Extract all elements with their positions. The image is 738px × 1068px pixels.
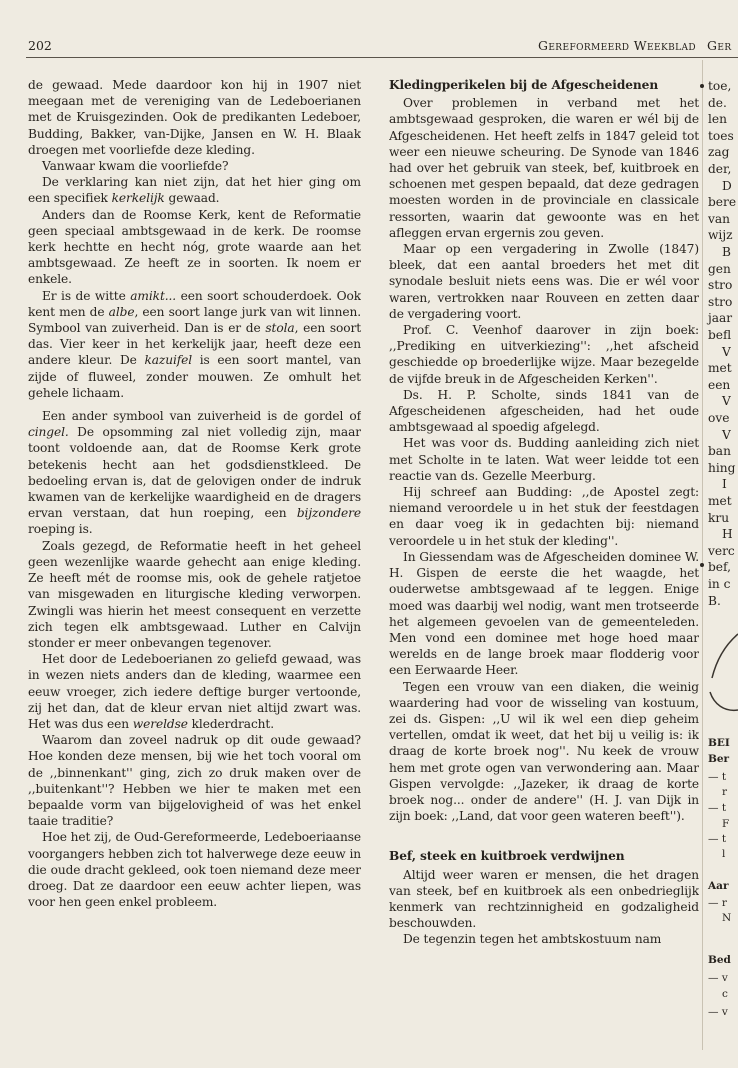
paragraph xyxy=(28,174,361,206)
paragraph xyxy=(28,538,361,651)
italic-text-run: wereldse xyxy=(132,716,188,731)
text-run: In Giessendam was de Afgescheiden dominee W. H. Gispen de eerste die het waagde, het ouderwetse ambtsgewaad af te leggen. Enige moed was daarbij wel nodig, want men trotseerde het algemeen gevoelen van de gemeenteleden. Men vond een dominee met hoge hoed maar werelds en de lange broek maar flodderig voor een Eerwaarde Heer. xyxy=(389,549,699,678)
paragraph xyxy=(389,241,699,322)
cropped-column-line: — v xyxy=(708,1006,728,1018)
text-run: Over problemen in verband met het ambtsgewaad gesproken, die waren er wél bij de Afgescheidenen. Het heeft zelfs in 1847 geleid tot weer een nieuwe scheuring. De Synode van 1846 had over het gebruik van steek, bef, kuitbroek en schoenen met gespen bepaald, dat deze gedragen moesten worden in de provinciale en classicale ressorten, waarin dat gewoonte was en het afleggen ervan ergernis zou geven. xyxy=(389,96,699,240)
text-run: gewaad. xyxy=(164,191,220,206)
text-run: , een soort lange jurk van wit linnen. Symbool van zuiverheid. Dan is er de xyxy=(28,304,361,336)
cropped-column-line: stro xyxy=(708,278,733,293)
cropped-column-line: D xyxy=(722,178,732,193)
cropped-column-line: bef, xyxy=(708,560,731,575)
text-run: Er is de witte xyxy=(42,288,131,303)
text-run: is een soort mantel, van zijde of fluweel, zonder mouwen. Ze omhult het gehele lichaam. xyxy=(28,353,361,400)
cropped-column-line: met xyxy=(708,494,732,508)
paragraph xyxy=(389,931,699,947)
cropped-column-line: H xyxy=(722,527,733,542)
cropped-column-line: de. xyxy=(708,95,727,110)
cropped-right-column xyxy=(706,0,738,1068)
cropped-column-line: der, xyxy=(708,162,732,176)
paragraph xyxy=(389,387,699,436)
paragraph xyxy=(28,77,361,158)
cropped-column-line: V xyxy=(722,344,731,359)
cropped-column-line: zag xyxy=(708,145,730,160)
text-run: , een soort das. Vier keer in het kerkelijk jaar, heeft deze een andere kleur. De xyxy=(28,321,361,368)
middle-column xyxy=(389,77,699,1057)
cropped-column-line: wijz xyxy=(708,228,733,243)
text-run: Vanwaar kwam die voorliefde? xyxy=(42,159,229,174)
text-run: klederdracht. xyxy=(187,716,274,731)
paragraph xyxy=(28,158,361,174)
cropped-column-line: verc xyxy=(708,543,735,558)
text-run: Het was voor ds. Budding aanleiding zich niet met Scholte in te laten. Wat weer leidde tot een reactie van ds. Gezelle Meerburg. xyxy=(389,436,699,483)
cropped-column-line: c xyxy=(722,988,728,1000)
cropped-column-line: ove xyxy=(708,411,730,425)
cropped-column-line: jaar xyxy=(708,311,733,326)
paragraph xyxy=(28,732,361,829)
paragraph xyxy=(28,207,361,288)
text-run: De tegenzin tegen het ambtskostuum nam xyxy=(403,932,662,947)
cropped-column-line: B xyxy=(722,245,731,259)
cropped-column-line: — t xyxy=(708,833,727,845)
cropped-column-line: V xyxy=(722,394,731,409)
section-heading: Kledingperikelen bij de Afgescheidenen xyxy=(389,78,659,92)
paragraph xyxy=(28,651,361,732)
text-run: roeping is. xyxy=(28,522,93,537)
italic-text-run: albe xyxy=(108,304,135,319)
scribble-stroke xyxy=(710,692,738,710)
cropped-column-line: I xyxy=(722,477,727,492)
text-run: De verklaring kan niet zijn, dat het hier ging om een specifiek xyxy=(28,175,361,206)
cropped-column-line: toe, xyxy=(708,79,732,93)
cropped-column-line: Aar xyxy=(708,880,729,892)
page-number: 202 xyxy=(28,38,52,53)
header-rule xyxy=(26,57,738,58)
cropped-column-line: BEI xyxy=(708,737,730,749)
text-run: De opsomming zal niet volledig zijn, maar toont voldoende aan, dat de Roomse Kerk grote betekenis hecht aan het godsdienstkleed. De bedoeling ervan is, dat de gelovigen onder de indruk kwamen van de kerkelijke waardigheid en de dragers ervan verstaan, dat hun roeping, een xyxy=(28,425,361,521)
paragraph xyxy=(28,408,361,538)
next-page-header-fragment: Ger xyxy=(707,38,732,53)
cropped-column-line: len xyxy=(708,112,727,127)
cropped-column-line: N xyxy=(722,912,732,924)
italic-text-run: stola xyxy=(265,321,295,336)
text-run: Maar op een vergadering in Zwolle (1847) bleek, dat een aantal broeders het met dit synodale besluit niets eens was. Die er wél voor waren, vertrokken naar Rouveen en zetten daar de vergadering voort. xyxy=(389,242,699,321)
left-column xyxy=(28,77,361,1057)
cropped-column-line: l xyxy=(722,848,726,860)
text-run: een soort schouderdoek. Ook kent men de xyxy=(28,288,361,319)
text-run: Hoe het zij, de Oud-Gereformeerde, Ledeboeriaanse voorgangers hebben zich tot halverwege deze eeuw in die oude dracht gekleed, ook toen niemand deze meer droeg. Dat ze daardoor een eeuw achter liepen, was voor hen geen enkel probleem. xyxy=(28,830,361,910)
cropped-column-line: Ber xyxy=(708,753,730,765)
page-gutter-line xyxy=(702,60,703,1050)
cropped-column-line: een xyxy=(708,377,731,392)
paragraph xyxy=(389,867,699,932)
paragraph xyxy=(389,484,699,549)
ink-mark xyxy=(700,563,704,567)
text-run: de gewaad. Mede daardoor kon hij in 1907 niet meegaan met de vereniging van de Ledeboerianen met de Kruisgezinden. Ook de predikanten Ledeboer, Budding, Bakker, van-Dijke, Jansen en W. H. Blaak droegen met voorliefde deze kleding. xyxy=(28,78,361,157)
ink-mark xyxy=(700,84,704,88)
text-run: Ds. H. P. Scholte, sinds 1841 van de Afgescheidenen afgescheiden, had het oude ambtsgewaad al spoedig afgelegd. xyxy=(389,387,699,435)
cropped-column-line: gen xyxy=(708,261,731,276)
paragraph xyxy=(389,95,699,241)
text-run: Zoals gezegd, de Reformatie heeft in het geheel geen wezenlijke waarde gehecht aan enige kleding. Ze heeft mét de roomse mis, ook de gehele ratjetoe van misgewaden en liturgische kleding verworpen. Zwingli was hierin het meest consequent en verzette zich tegen elk ambtsgewaad. Luther en Calvijn stonder er meer onbevangen tegenover. xyxy=(28,538,361,650)
cropped-column-line: befl xyxy=(708,328,732,342)
text-run: Prof. C. Veenhof daarover in zijn boek: ,,Prediking en uitverkiezing'': ,,het afscheid geschiedde op broederlijke wijze. Maar bezegelde de vijfde breuk in de Afgescheiden Kerken''. xyxy=(389,323,699,386)
paragraph xyxy=(389,549,699,679)
cropped-column-line: — r xyxy=(708,897,727,909)
cropped-column-line: met xyxy=(708,361,732,376)
cropped-column-line: toes xyxy=(708,128,734,143)
paragraph xyxy=(389,322,699,387)
cropped-column-line: bere xyxy=(708,195,737,210)
cropped-column-line: — v xyxy=(708,972,728,984)
text-run: Altijd weer waren er mensen, die het dragen van steek, bef en kuitbroek als een onbedrieglijk kenmerk van rechtzinnigheid en godzaligheid beschouwden. xyxy=(389,867,699,931)
text-run: Anders dan de Roomse Kerk, kent de Reformatie geen speciaal ambtsgewaad in de kerk. De roomse kerk hechtte en hecht nóg, grote waarde aan het ambtsgewaad. Ze heeft ze in soorten. Ik noem er enkele. xyxy=(28,207,361,287)
paragraph xyxy=(389,435,699,484)
italic-text-run: bijzondere xyxy=(296,506,361,521)
cropped-column-line: F xyxy=(722,818,730,830)
cropped-column-line: r xyxy=(722,786,728,798)
italic-text-run: kerkelijk xyxy=(111,191,165,206)
publication-title: Gereformeerd Weekblad xyxy=(537,38,696,53)
cropped-column-line: hing xyxy=(708,460,736,475)
text-run: Tegen een vrouw van een diaken, die weinig waardering had voor de wisseling van kostuum, zei ds. Gispen: ,,U wil ik wel een diep geheim vertellen, omdat ik weet, dat het bij u veilig is: ik draag de korte broek nog''. Nu keek de vrouw hem met grote ogen van verwondering aan. Maar Gispen vervolgde: ,,Jazeker, ik draag de korte broek nog... onder de andere'' (H. J. van Dijk in zijn boek: ,,Land, dat voor geen wateren beeft''). xyxy=(389,679,699,824)
cropped-column-line: in c xyxy=(708,577,731,591)
cropped-column-line: ban xyxy=(708,444,731,459)
text-run: Waarom dan zoveel nadruk op dit oude gewaad? Hoe konden deze mensen, bij wie het toch vooral om de ,,binnenkant'' ging, zich zo druk maken over de ,,buitenkant''? Hebben we hier te maken met een bepaalde vorm van bijgelovigheid of was het enkel taaie traditie? xyxy=(28,733,361,829)
text-run: Een ander symbool van zuiverheid is de gordel of xyxy=(42,409,361,424)
cropped-column-line: van xyxy=(708,211,731,226)
italic-text-run: cingel. xyxy=(28,425,69,440)
cropped-column-line: stro xyxy=(708,294,733,309)
text-run: Hij schreef aan Budding: ,,de Apostel zegt: niemand veroordele u in het stuk der feestdagen en daar voeg ik in gedachten bij: niemand veroordele u in het stuk der kleding''. xyxy=(389,485,699,548)
cropped-column-line: — t xyxy=(708,802,727,814)
cropped-column-line: — t xyxy=(708,771,727,783)
handwritten-scribble xyxy=(706,628,738,720)
text-run: Het door de Ledeboerianen zo geliefd gewaad, was in wezen niets anders dan de kleding, waarmee een eeuw vroeger, zich iedere deftige burger vertoonde, zij het dan, dat de kleur ervan niet altijd zwart was. Het was dus een xyxy=(28,652,361,731)
cropped-column-line: B. xyxy=(708,593,721,608)
paragraph xyxy=(28,829,361,910)
section-heading: Bef, steek en kuitbroek verdwijnen xyxy=(389,849,625,864)
cropped-column-line: Bed xyxy=(708,954,731,966)
paragraph xyxy=(28,288,361,401)
italic-text-run: amikt... xyxy=(130,288,177,303)
cropped-column-line: V xyxy=(722,427,731,442)
cropped-column-line: kru xyxy=(708,510,730,525)
italic-text-run: kazuifel xyxy=(144,353,193,368)
paragraph xyxy=(389,679,699,825)
scribble-stroke xyxy=(712,634,738,678)
